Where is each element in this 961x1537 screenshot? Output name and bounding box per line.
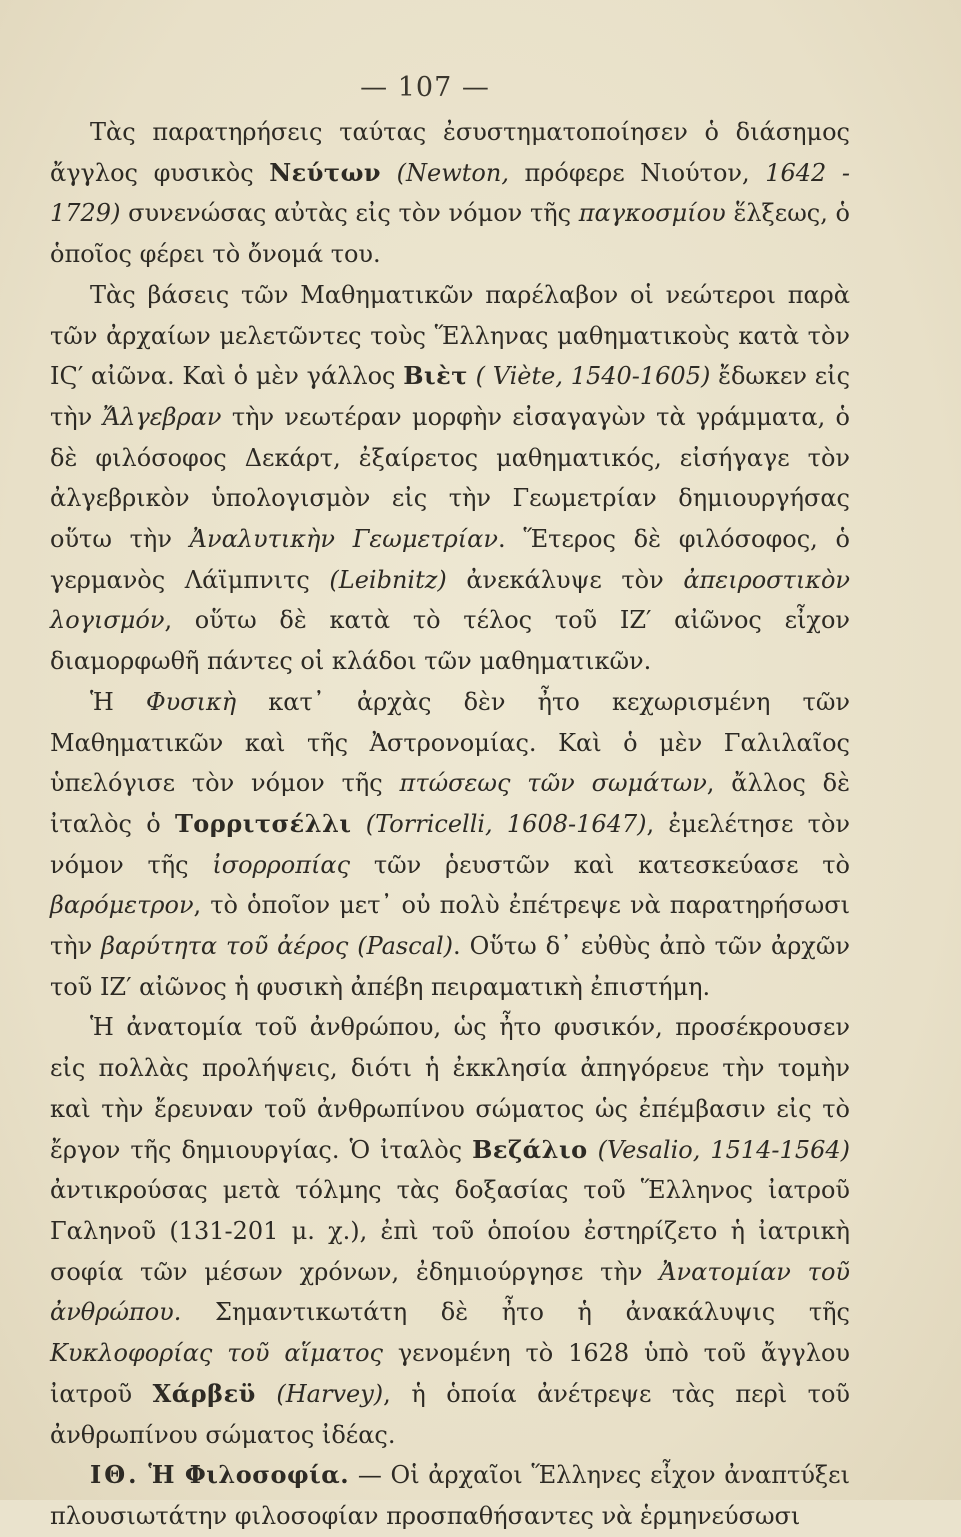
- body-text: [50, 112, 850, 1537]
- text-run: [348, 932, 357, 960]
- italic-text: πτώσεως τῶν σωμάτων: [399, 769, 707, 798]
- paragraph-p4: [50, 1007, 850, 1455]
- text-run: [381, 159, 397, 187]
- text-run: . Οὕτω δ᾽ εὐθὺς ἀπὸ τῶν ἀρχῶν τοῦ ΙΖ′ αἰῶνος ἡ φυσικὴ ἀπέβη πειραματικὴ ἐπιστήμη.: [50, 932, 851, 1001]
- bold-name: Νεύτων: [269, 157, 382, 187]
- text-run: Ἡ ἀνατομία τοῦ ἀνθρώπου, ὡς ἦτο φυσικόν, προσέκρουσεν εἰς πολλὰς προλήψεις, διότι ἡ ἐκκλησία ἀπηγόρευε τὴν τομὴν καὶ τὴν ἔρευναν τοῦ ἀνθρωπίνου σώματος ὡς ἐπέμβασιν εἰς τὸ ἔργον τῆς δημιουργίας. Ὁ ἰταλὸς: [50, 1013, 850, 1164]
- text-run: ἔδωκεν εἰς τὴν: [50, 362, 851, 431]
- text-run: γενομένη τὸ 1628 ὑπὸ τοῦ ἄγγλου ἰατροῦ: [50, 1339, 850, 1408]
- text-run: ἀντικρούσας μετὰ τόλμης τὰς δοξασίας τοῦ Ἕλληνος ἰατροῦ Γαληνοῦ (131-201 μ. χ.), ἐπὶ τοῦ ὁποίου ἐστηρίζετο ἡ ἰατρικὴ σοφία τῶν μέσων χρόνων, ἐδημιούργησε τὴν: [50, 1176, 850, 1286]
- paragraph-p5: [50, 1455, 850, 1536]
- italic-text: ἀπειροστικὸν λογισμόν: [50, 565, 851, 635]
- italic-text: ἰσορροπίας: [212, 850, 351, 879]
- bold-name: Ἡ Φιλοσοφία.: [148, 1460, 350, 1490]
- italic-text: (Vesalio, 1514-1564): [597, 1135, 850, 1164]
- text-run: τῶν ῥευστῶν καὶ κατεσκεύασε τὸ: [350, 850, 850, 879]
- italic-text: βαρύτητα τοῦ ἀέρος: [101, 932, 349, 961]
- text-run: Τὰς βάσεις τῶν Μαθηματικῶν παρέλαβον οἱ νεώτεροι παρὰ τῶν ἀρχαίων μελετῶντες τοὺς Ἕλληνας μαθηματικοὺς κατὰ τὸν ΙϚ′ αἰῶνα. Καὶ ὁ μὲν γάλλος: [50, 280, 850, 391]
- italic-text: (Pascal): [357, 932, 454, 961]
- text-run: Σημαντικωτάτη δὲ ἦτο ἡ ἀνακάλυψις τῆς: [181, 1298, 850, 1327]
- page-number: — 107 —: [360, 72, 490, 103]
- paragraph-p1: [50, 112, 850, 275]
- italic-text: Κυκλοφορίας τοῦ αἵματος: [50, 1339, 383, 1368]
- bold-name: Χάρβεϋ: [152, 1378, 256, 1408]
- italic-text: Ἀναλυτικὴν Γεωμετρίαν: [189, 525, 498, 554]
- text-run: . Ἕτερος δὲ φιλόσοφος, ὁ γερμανὸς Λάϊμπνιτς: [50, 525, 850, 594]
- text-run: πρόφερε Νιούτον,: [508, 158, 766, 187]
- text-run: , ἐμελέτησε τὸν νόμον τῆς: [50, 809, 851, 879]
- bold-name: Βιὲτ: [403, 361, 468, 391]
- text-run: ἀνεκάλυψε τὸν: [446, 565, 684, 594]
- text-run: — Οἱ ἀρχαῖοι Ἕλληνες εἶχον ἀναπτύξει πλουσιωτάτην φιλοσοφίαν προσπαθήσαντες νὰ ἑρμηνεύσωσι: [50, 1461, 850, 1530]
- italic-text: (Leibnitz): [329, 565, 447, 594]
- text-run: [352, 810, 366, 838]
- italic-text: Ἄλγεβραν: [102, 402, 222, 431]
- italic-text: ( Viète, 1540-1605): [475, 362, 711, 391]
- text-run: κατ᾽ ἀρχὰς δὲν ἦτο κεχωρισμένη τῶν Μαθηματικῶν καὶ τῆς Ἀστρονομίας. Καὶ ὁ μὲν Γαλιλαῖος ὑπελόγισε τὸν νόμον τῆς: [50, 687, 850, 798]
- text-run: Τὰς παρατηρήσεις ταύτας ἐσυστηματοποίησεν ὁ διάσημος ἄγγλος φυσικὸς: [50, 118, 850, 187]
- italic-text: (Newton,: [396, 158, 509, 187]
- text-run: [468, 362, 476, 390]
- text-run: [588, 1136, 598, 1164]
- text-run: Ἡ: [90, 687, 146, 716]
- bold-name: Βεζάλιο: [472, 1134, 588, 1164]
- section-number: ΙΘ.: [90, 1460, 140, 1490]
- italic-text: (Torricelli, 1608-1647): [365, 809, 647, 838]
- italic-text: Ἀνατομίαν τοῦ ἀνθρώπου.: [50, 1257, 850, 1327]
- italic-text: παγκοσμίου: [578, 199, 726, 228]
- text-run: , τὸ ὁποῖον μετ᾽ οὐ πολὺ ἐπέτρεψε νὰ παρατηρήσωσι τὴν: [50, 891, 850, 961]
- text-run: , ἄλλος δὲ ἰταλὸς ὁ: [50, 769, 850, 838]
- text-run: [256, 1380, 277, 1408]
- text-run: , οὕτω δὲ κατὰ τὸ τέλος τοῦ ΙΖ′ αἰῶνος εἶχον διαμορφωθῆ πάντες οἱ κλάδοι τῶν μαθηματικῶν.: [50, 606, 850, 676]
- text-run: ἕλξεως, ὁ ὁποῖος φέρει τὸ ὄνομά του.: [50, 199, 851, 269]
- paragraph-p2: [50, 275, 850, 682]
- text-run: τὴν νεωτέραν μορφὴν εἰσαγαγὼν τὰ γράμματα, ὁ δὲ φιλόσοφος Δεκάρτ, ἐξαίρετος μαθηματικός, εἰσήγαγε τὸν ἀλγεβρικὸν ὑπολογισμὸν εἰς τὴν Γεωμετρίαν δημιουργήσας οὕτω τὴν: [50, 402, 851, 554]
- text-run: , ἡ ὁποία ἀνέτρεψε τὰς περὶ τοῦ ἀνθρωπίνου σώματος ἰδέας.: [50, 1379, 850, 1449]
- italic-text: βαρόμετρον: [50, 891, 194, 920]
- paragraph-p3: [50, 682, 850, 1008]
- italic-text: (Harvey): [276, 1379, 384, 1408]
- text-run: συνενώσας αὐτὰς εἰς τὸν νόμον τῆς: [120, 199, 579, 228]
- italic-text: Φυσικὴ: [145, 687, 237, 716]
- italic-text: 1642 - 1729): [50, 158, 850, 228]
- text-run: [140, 1461, 149, 1489]
- bold-name: Τορριτσέλλι: [174, 808, 352, 838]
